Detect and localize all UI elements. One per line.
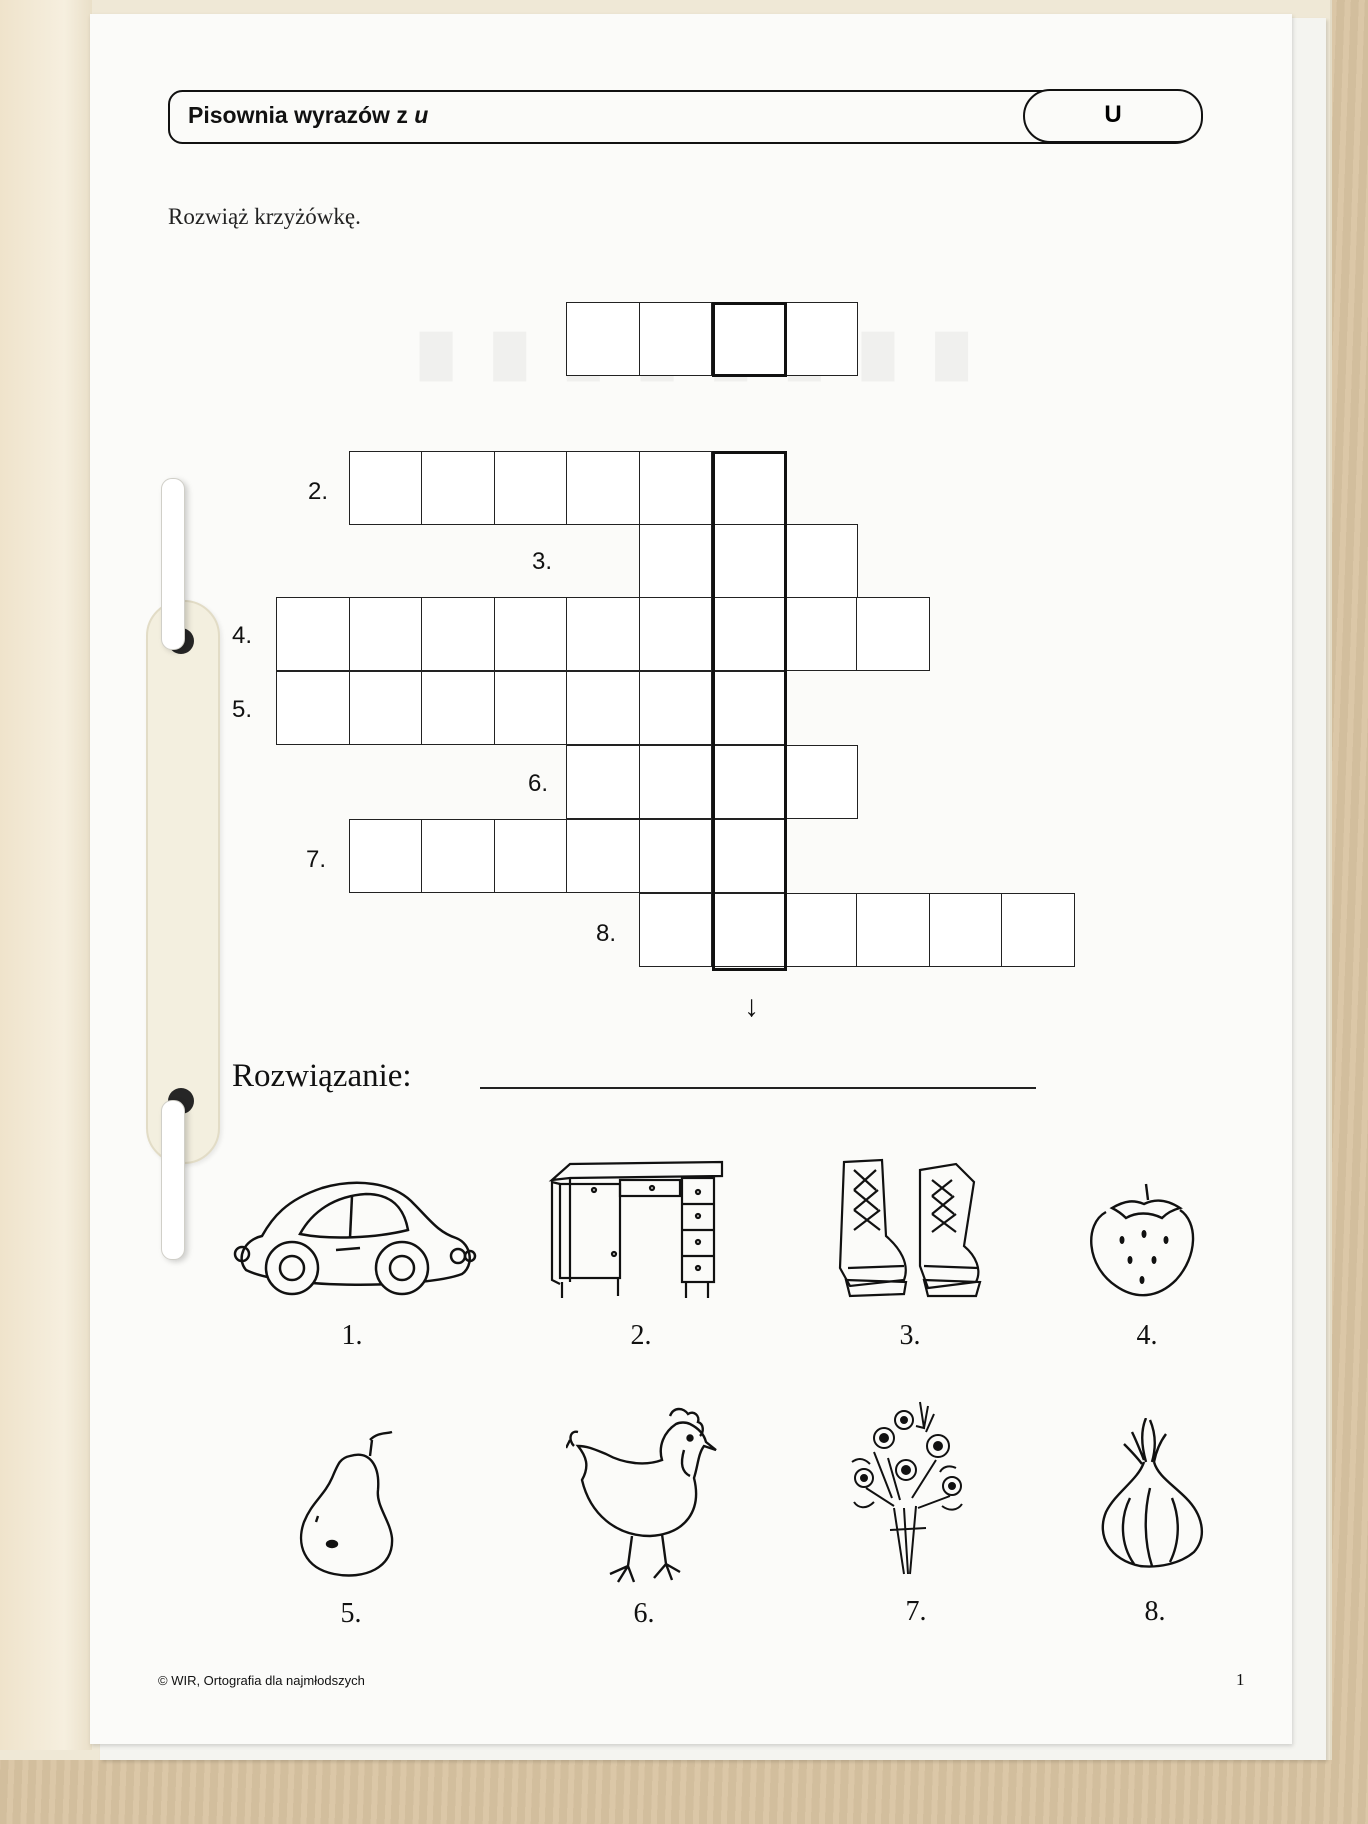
hen-icon [566, 1406, 720, 1590]
clue-number: 6. [528, 770, 549, 797]
crossword-cell[interactable] [349, 451, 423, 525]
binder-prong [161, 1100, 185, 1260]
clue-number: 4. [232, 622, 253, 649]
crossword-cell[interactable] [639, 745, 713, 819]
copyright-footer: © WIR, Ortografia dla najmłodszych [158, 1673, 365, 1688]
desk-icon [548, 1158, 726, 1300]
crossword-cell[interactable] [494, 819, 568, 893]
crossword-cell[interactable] [784, 524, 858, 598]
clue-number: 5. [232, 696, 253, 723]
section-header [168, 90, 1202, 144]
crossword-cell[interactable] [639, 302, 713, 376]
crossword-cell[interactable] [711, 524, 785, 598]
page-title: Pisownia wyrazów z u [188, 102, 429, 128]
picture-number: 3. [899, 1320, 921, 1351]
crossword-cell[interactable] [276, 597, 350, 671]
crossword-cell[interactable] [494, 451, 568, 525]
crossword-cell[interactable] [856, 597, 930, 671]
crossword-cell[interactable] [566, 451, 640, 525]
crossword-cell[interactable] [566, 819, 640, 893]
garlic-icon [1100, 1418, 1204, 1568]
picture-number: 8. [1144, 1596, 1166, 1627]
crossword-cell[interactable] [276, 671, 350, 745]
clue-number: 7. [306, 846, 327, 873]
crossword-cell[interactable] [784, 745, 858, 819]
crossword-cell[interactable] [639, 451, 713, 525]
crossword-cell[interactable] [494, 597, 568, 671]
section-tab-letter: U [1104, 101, 1122, 128]
crossword-cell[interactable] [711, 302, 785, 376]
crossword-cell[interactable] [856, 893, 930, 967]
crossword-cell[interactable] [929, 893, 1003, 967]
crossword-cell[interactable] [711, 597, 785, 671]
crossword-cell[interactable] [421, 819, 495, 893]
crossword-cell[interactable] [566, 745, 640, 819]
strawberry-icon [1086, 1182, 1198, 1298]
crossword-cell[interactable] [349, 671, 423, 745]
solution-arrow-icon: ↓ [744, 990, 759, 1023]
crossword-cell[interactable] [566, 302, 640, 376]
picture-number: 5. [340, 1598, 362, 1629]
page-number: 1 [1236, 1670, 1245, 1689]
picture-number: 2. [630, 1320, 652, 1351]
binder-strip [146, 600, 220, 1164]
crossword-cell[interactable] [784, 597, 858, 671]
crossword-cell[interactable] [639, 524, 713, 598]
clue-number: 2. [308, 478, 329, 505]
crossword-cell[interactable] [711, 745, 785, 819]
boots-icon [824, 1156, 992, 1304]
crossword-cell[interactable] [639, 893, 713, 967]
picture-number: 4. [1136, 1320, 1158, 1351]
section-tab [1023, 89, 1203, 143]
crossword-cell[interactable] [639, 671, 713, 745]
crossword-cell[interactable] [639, 597, 713, 671]
crossword-cell[interactable] [639, 819, 713, 893]
crossword-cell[interactable] [711, 893, 785, 967]
picture-number: 1. [341, 1320, 363, 1351]
solution-answer-line[interactable] [480, 1087, 1036, 1089]
crossword-cell[interactable] [566, 671, 640, 745]
crossword-cell[interactable] [421, 671, 495, 745]
solution-label: Rozwiązanie: [232, 1058, 412, 1094]
crossword-cell[interactable] [784, 302, 858, 376]
crossword-cell[interactable] [566, 597, 640, 671]
crossword-cell[interactable] [784, 893, 858, 967]
crossword-cell[interactable] [349, 819, 423, 893]
bouquet-icon [844, 1398, 970, 1576]
crossword-cell[interactable] [1001, 893, 1075, 967]
car-icon [226, 1178, 478, 1300]
clue-number: 3. [532, 548, 553, 575]
picture-number: 7. [905, 1596, 927, 1627]
binder-prong [161, 478, 185, 650]
folder-flap [0, 0, 92, 1750]
crossword-cell[interactable] [349, 597, 423, 671]
crossword-cell[interactable] [421, 451, 495, 525]
crossword-cell[interactable] [711, 819, 785, 893]
instruction-text: Rozwiąż krzyżówkę. [168, 204, 361, 229]
clue-number: 8. [596, 920, 617, 947]
crossword-cell[interactable] [421, 597, 495, 671]
picture-number: 6. [633, 1598, 655, 1629]
crossword-cell[interactable] [494, 671, 568, 745]
pear-icon [294, 1430, 398, 1578]
crossword-cell[interactable] [711, 671, 785, 745]
crossword-cell[interactable] [711, 451, 785, 525]
